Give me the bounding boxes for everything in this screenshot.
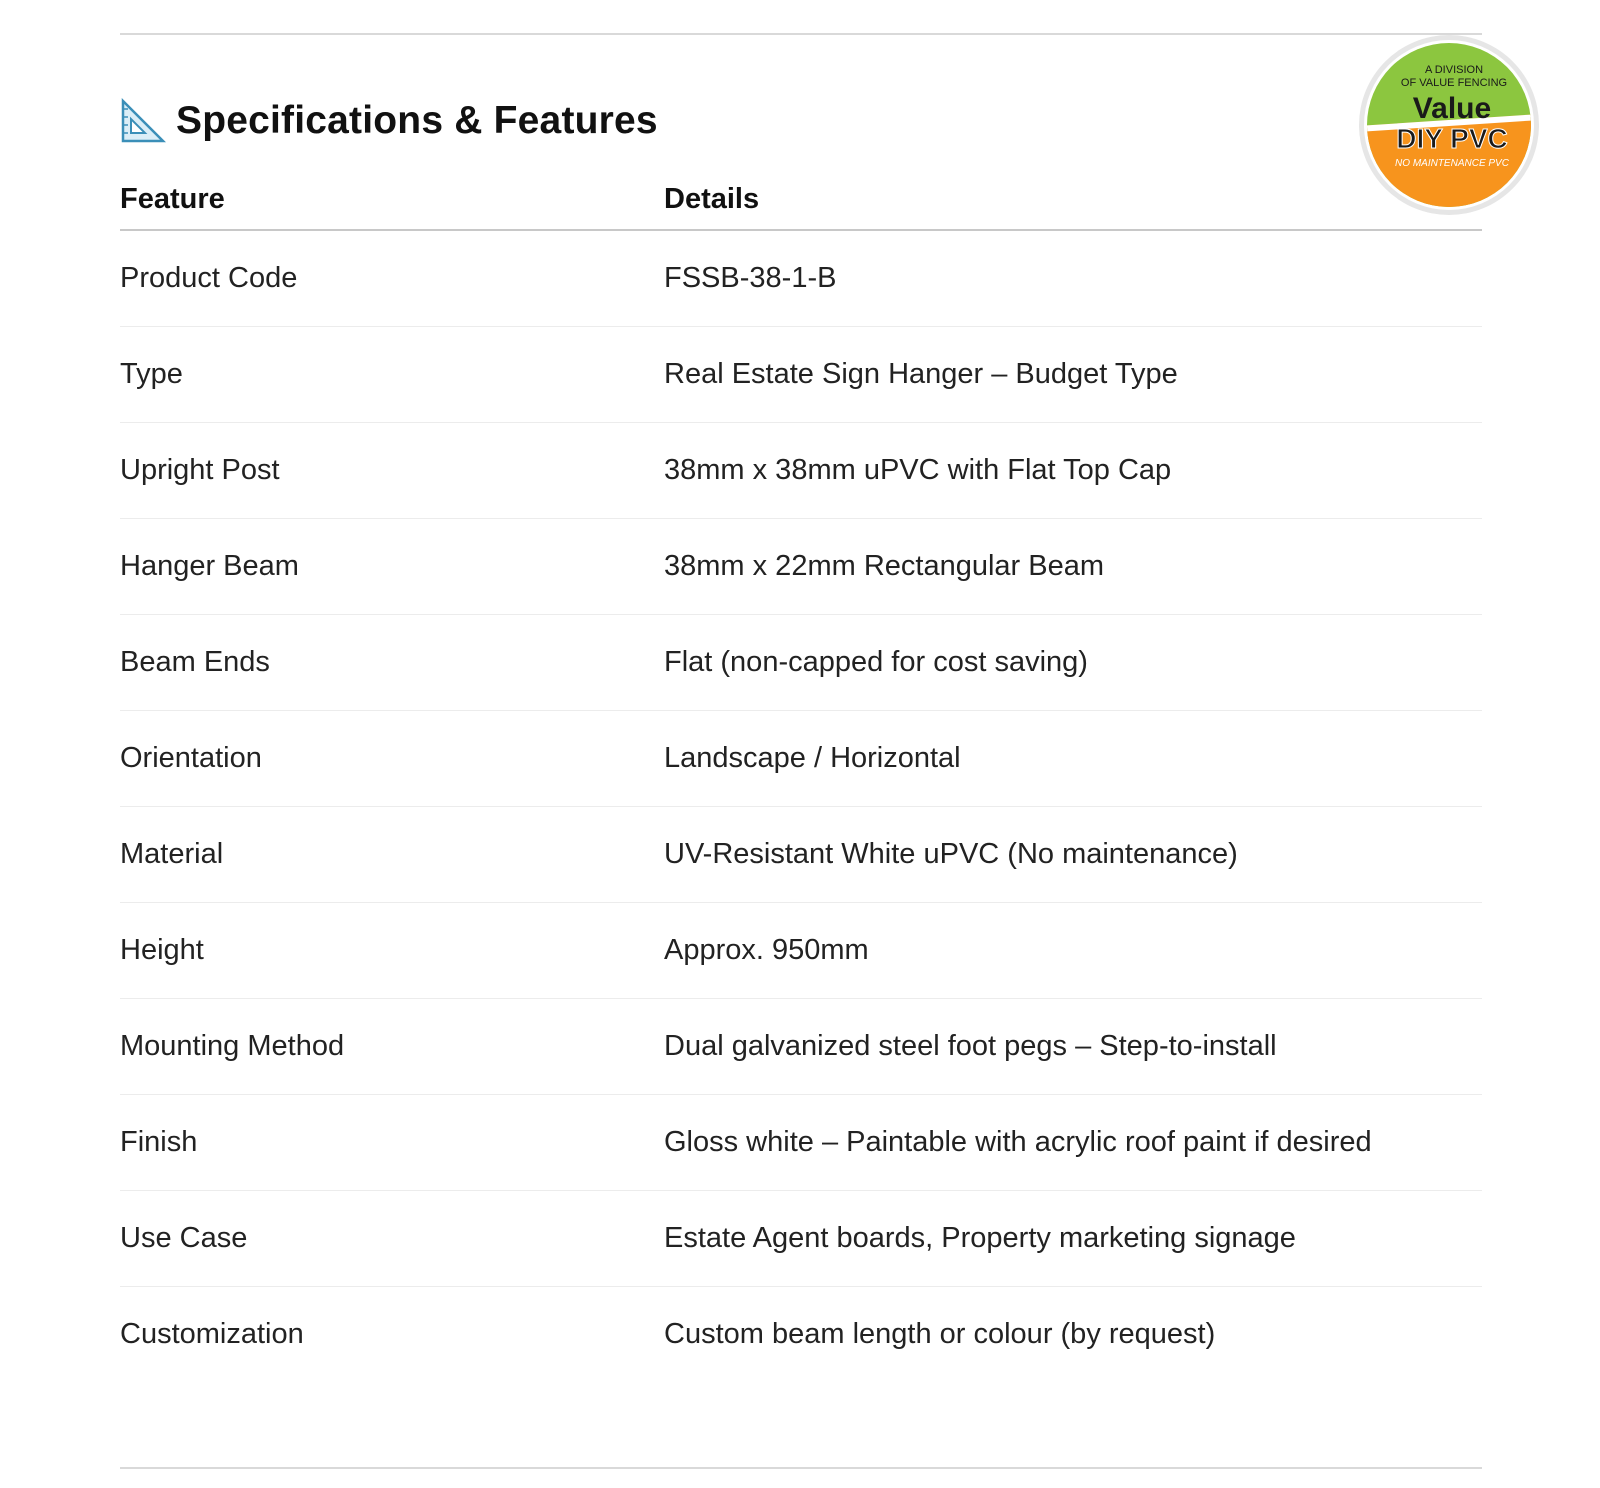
- table-row: [120, 614, 1482, 710]
- table-row: [120, 1190, 1482, 1286]
- details-cell: 38mm x 22mm Rectangular Beam: [664, 518, 1482, 614]
- details-cell: Approx. 950mm: [664, 902, 1482, 998]
- feature-cell: Finish: [120, 1094, 664, 1190]
- details-cell: UV-Resistant White uPVC (No maintenance): [664, 806, 1482, 902]
- feature-cell: Use Case: [120, 1190, 664, 1286]
- table-row: [120, 326, 1482, 422]
- table-row: [120, 998, 1482, 1094]
- table-row: [120, 230, 1482, 326]
- details-cell: Estate Agent boards, Property marketing signage: [664, 1190, 1482, 1286]
- feature-cell: Mounting Method: [120, 998, 664, 1094]
- table-row: [120, 1094, 1482, 1190]
- logo-brand-top: Value: [1412, 92, 1492, 125]
- logo-brand-bottom: DIY PVC: [1396, 123, 1508, 154]
- details-cell: Dual galvanized steel foot pegs – Step-to-install: [664, 998, 1482, 1094]
- header-details: Details: [664, 170, 1482, 230]
- logo-tagline: NO MAINTENANCE PVC: [1395, 158, 1509, 169]
- details-cell: Flat (non-capped for cost saving): [664, 614, 1482, 710]
- table-body: [120, 230, 1482, 1382]
- details-cell: Real Estate Sign Hanger – Budget Type: [664, 326, 1482, 422]
- logo-line1: A DIVISION: [1424, 64, 1484, 76]
- feature-cell: Type: [120, 326, 664, 422]
- feature-cell: Beam Ends: [120, 614, 664, 710]
- table-row: [120, 902, 1482, 998]
- feature-cell: Height: [120, 902, 664, 998]
- table-row: [120, 806, 1482, 902]
- details-cell: 38mm x 38mm uPVC with Flat Top Cap: [664, 422, 1482, 518]
- header-feature: Feature: [120, 170, 664, 230]
- feature-cell: Hanger Beam: [120, 518, 664, 614]
- details-cell: FSSB-38-1-B: [664, 230, 1482, 326]
- table-row: [120, 518, 1482, 614]
- details-cell: Gloss white – Paintable with acrylic roof paint if desired: [664, 1094, 1482, 1190]
- section-title: Specifications & Features: [176, 99, 658, 142]
- bottom-divider: [120, 1467, 1482, 1469]
- details-cell: Custom beam length or colour (by request): [664, 1317, 1216, 1350]
- feature-cell: Product Code: [120, 230, 664, 326]
- feature-cell: Orientation: [120, 710, 664, 806]
- logo-line2: OF VALUE FENCING: [1400, 77, 1508, 89]
- table-row: [120, 710, 1482, 806]
- table-row: [120, 422, 1482, 518]
- feature-cell: Customization: [120, 1317, 304, 1350]
- triangular-ruler-icon: [120, 98, 166, 144]
- top-divider: [120, 33, 1482, 35]
- section-heading: [120, 98, 658, 144]
- specifications-table: [120, 170, 1482, 1382]
- feature-cell: Upright Post: [120, 422, 664, 518]
- table-header-row: [120, 170, 1482, 230]
- table-row: [120, 1286, 1482, 1382]
- feature-cell: Material: [120, 806, 664, 902]
- details-cell: Landscape / Horizontal: [664, 710, 1482, 806]
